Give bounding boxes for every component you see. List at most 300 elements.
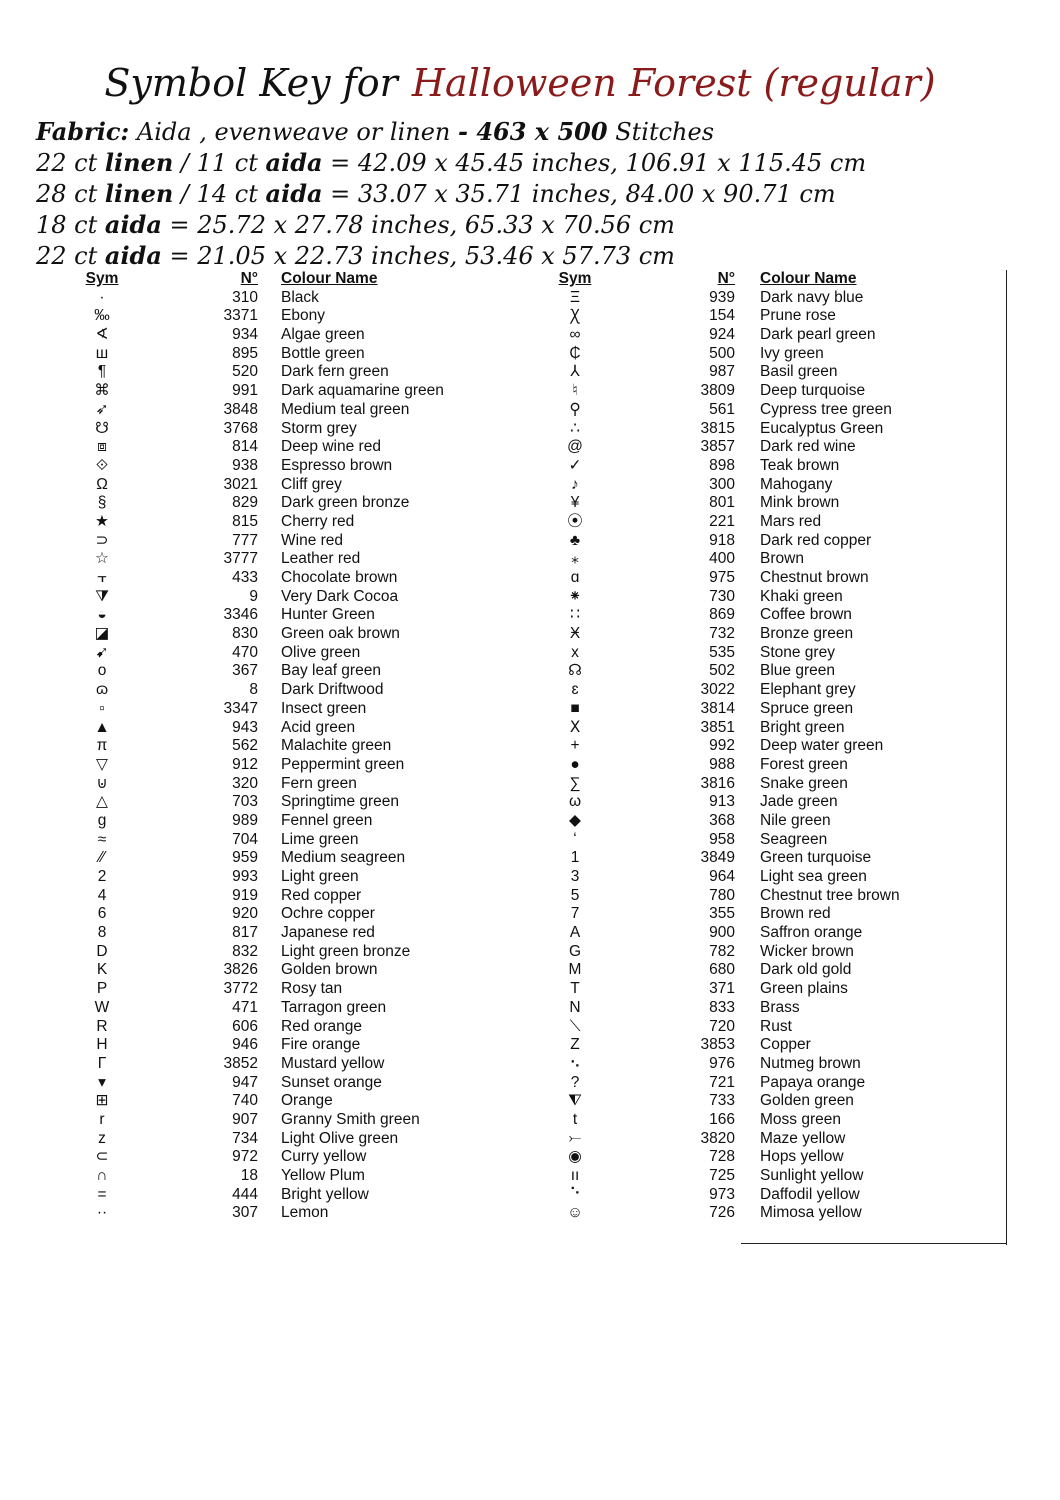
symbol-cell: ◆ [569, 811, 581, 829]
table-row [533, 999, 1008, 1018]
number-cell: 368 [709, 811, 735, 829]
table-row [533, 681, 1008, 700]
number-cell: 830 [232, 625, 258, 643]
colour-name-cell: Deep wine red [281, 438, 381, 456]
table-row [533, 1092, 1008, 1111]
colour-name-cell: Cherry red [281, 512, 355, 530]
colour-name-cell: Papaya orange [760, 1073, 866, 1091]
stitch-count: 463 x 500 [476, 117, 608, 146]
colour-name-cell: Ivy green [760, 344, 824, 362]
number-cell: 946 [232, 1036, 258, 1054]
table-border-right [1006, 270, 1007, 1245]
table-row [60, 961, 500, 980]
number-cell: 3371 [223, 307, 258, 325]
symbol-cell: g [97, 811, 107, 829]
symbol-cell: ⠢ [569, 1054, 581, 1072]
number-cell: 728 [709, 1148, 735, 1166]
stitch-suffix: Stitches [607, 118, 715, 146]
symbol-cell: T [570, 980, 580, 998]
number-cell: 166 [709, 1110, 735, 1128]
colour-name-cell: Light Olive green [281, 1129, 399, 1147]
number-cell: 3849 [700, 849, 735, 867]
symbol-cell: ɛ [571, 681, 579, 699]
number-cell: 310 [232, 288, 258, 306]
symbol-cell: t [572, 1110, 578, 1128]
symbol-cell: ɑ [570, 569, 580, 586]
table-row [533, 1055, 1008, 1074]
number-cell: 3777 [223, 550, 258, 568]
symbol-cell: ⧨ [568, 1092, 582, 1110]
number-cell: 829 [232, 494, 258, 512]
colour-name-cell: Cliff grey [281, 475, 342, 493]
colour-name-cell: Golden green [760, 1092, 854, 1110]
symbol-cell: ⤚ [568, 1129, 582, 1147]
number-cell: 959 [232, 849, 258, 867]
table-row [533, 1018, 1008, 1037]
number-cell: 913 [709, 793, 735, 811]
table-row [60, 719, 500, 738]
colour-name-cell: Bay leaf green [281, 662, 381, 680]
symbol-cell: = [97, 1185, 107, 1203]
number-cell: 3815 [700, 419, 735, 437]
table-row [60, 681, 500, 700]
table-row [60, 924, 500, 943]
colour-name-cell: Chestnut brown [760, 569, 869, 586]
number-cell: 703 [232, 793, 258, 811]
symbol-cell: ⊞ [95, 1092, 109, 1110]
number-cell: 987 [709, 363, 735, 381]
table-row [60, 289, 500, 308]
colour-name-cell: Red copper [281, 886, 362, 904]
number-cell: 907 [232, 1110, 258, 1128]
symbol-cell: N [569, 998, 581, 1016]
symbol-cell: ∢ [95, 326, 109, 344]
table-row [60, 1186, 500, 1205]
table-row [533, 943, 1008, 962]
table-row [60, 943, 500, 962]
colour-name-cell: Lemon [281, 1204, 329, 1222]
table-row [533, 662, 1008, 681]
colour-name-cell: Light green bronze [281, 942, 411, 960]
table-row [60, 868, 500, 887]
number-cell: 989 [232, 811, 258, 829]
symbol-cell: ◉ [568, 1148, 582, 1166]
symbol-cell: z [98, 1129, 106, 1147]
number-cell: 371 [709, 980, 735, 998]
symbol-cell: ∩ [96, 1167, 108, 1184]
table-row [60, 588, 500, 607]
number-cell: 300 [709, 475, 735, 493]
colour-name-cell: Lime green [281, 830, 359, 848]
colour-name-cell: Brown red [760, 905, 831, 923]
fabric-line [36, 117, 1036, 147]
symbol-cell: H [96, 1036, 108, 1054]
colour-name-cell: Dark red wine [760, 438, 856, 456]
number-cell: 918 [709, 531, 735, 549]
size-fabric-alt: aida [265, 179, 323, 208]
number-cell: 3772 [223, 980, 258, 998]
colour-name-cell: Nutmeg brown [760, 1054, 861, 1072]
number-cell: 801 [709, 494, 735, 512]
colour-name-cell: Mimosa yellow [760, 1204, 862, 1222]
colour-name-cell: Curry yellow [281, 1148, 367, 1166]
colour-name-cell: Green turquoise [760, 849, 872, 867]
number-cell: 898 [709, 456, 735, 474]
table-row [533, 980, 1008, 999]
symbol-cell: Ⅹ [569, 718, 581, 736]
table-row [60, 1111, 500, 1130]
colour-name-cell: Malachite green [281, 737, 392, 755]
colour-name-cell: Dark old gold [760, 961, 852, 979]
number-cell: 895 [232, 344, 258, 362]
symbol-cell: G [568, 942, 582, 960]
number-cell: 958 [709, 830, 735, 848]
colour-name-cell: Snake green [760, 774, 848, 792]
symbol-cell: ♮ [572, 382, 578, 400]
colour-name-cell: Dark pearl green [760, 326, 876, 344]
number-cell: 947 [232, 1073, 258, 1091]
colour-name-cell: Chocolate brown [281, 569, 398, 586]
table-row [60, 345, 500, 364]
size-count: 28 ct [36, 180, 105, 208]
colour-name-cell: Elephant grey [760, 681, 856, 699]
table-row [533, 550, 1008, 569]
table-row [533, 905, 1008, 924]
table-body [533, 289, 1008, 1223]
size-fabric: linen [104, 148, 174, 177]
colour-name-cell: Forest green [760, 755, 848, 773]
number-cell: 355 [709, 905, 735, 923]
symbol-cell: ⊂ [95, 1148, 109, 1166]
colour-name-cell: Deep turquoise [760, 382, 866, 400]
number-cell: 912 [232, 755, 258, 773]
symbol-cell: ☋ [95, 419, 109, 437]
number-cell: 561 [709, 400, 735, 418]
colour-name-cell: Cypress tree green [760, 400, 892, 418]
colour-name-cell: Maze yellow [760, 1129, 846, 1147]
symbol-cell: 8 [97, 924, 107, 942]
colour-name-cell: Japanese red [281, 924, 375, 942]
table-row [533, 961, 1008, 980]
table-row [60, 494, 500, 513]
size-dimensions: = 42.09 x 45.45 inches, 106.91 x 115.45 cm [322, 149, 867, 177]
number-cell: 993 [232, 868, 258, 885]
colour-name-cell: Espresso brown [281, 456, 393, 474]
size-count-alt: / 11 ct [173, 149, 266, 177]
colour-name-cell: Seagreen [760, 830, 828, 848]
number-cell: 18 [240, 1167, 258, 1184]
symbol-cell: ⠑ [569, 1185, 581, 1203]
table-row [60, 625, 500, 644]
symbol-cell: Z [570, 1036, 580, 1054]
table-row [60, 457, 500, 476]
size-fabric-alt: aida [265, 148, 323, 177]
header-colour-name: Colour Name [281, 270, 378, 287]
table-row [533, 307, 1008, 326]
table-row [60, 887, 500, 906]
colour-name-cell: Fern green [281, 774, 357, 792]
number-cell: 975 [709, 569, 735, 586]
symbol-cell: ◒ [97, 606, 107, 624]
symbol-cell: ⧈ [97, 438, 107, 456]
symbol-cell: ⊃ [95, 531, 109, 549]
symbol-cell: ⦿ [567, 512, 583, 530]
number-cell: 919 [232, 886, 258, 904]
table-row [533, 756, 1008, 775]
symbol-cell: ʻ [573, 830, 577, 848]
symbol-cell: ⧩ [95, 587, 109, 605]
symbol-cell: ⌘ [94, 382, 110, 400]
size-line-22-linen [36, 148, 1036, 178]
page-title [0, 58, 1040, 108]
symbol-cell: ▽ [96, 755, 108, 773]
number-cell: 725 [709, 1167, 735, 1184]
table-row [533, 494, 1008, 513]
table-row [533, 924, 1008, 943]
colour-name-cell: Leather red [281, 550, 361, 568]
symbol-cell: ⊍ [96, 774, 108, 792]
size-count-alt: / 14 ct [173, 180, 266, 208]
colour-name-cell: Dark navy blue [760, 288, 864, 306]
table-row [60, 326, 500, 345]
colour-name-cell: Mahogany [760, 475, 833, 493]
number-cell: 777 [232, 531, 258, 549]
number-cell: 606 [232, 1017, 258, 1035]
table-row [533, 775, 1008, 794]
colour-name-cell: Rosy tan [281, 980, 343, 998]
symbol-cell: ∞ [569, 326, 581, 344]
table-row [533, 363, 1008, 382]
number-cell: 934 [232, 326, 258, 344]
symbol-cell: ▾ [98, 1073, 106, 1091]
number-cell: 3816 [700, 774, 735, 792]
colour-name-cell: Golden brown [281, 961, 378, 979]
table-row [533, 606, 1008, 625]
table-row [533, 326, 1008, 345]
symbol-cell: ‰ [94, 307, 110, 325]
number-cell: 730 [709, 587, 735, 605]
table-row [60, 382, 500, 401]
symbol-cell: ⟐ [95, 456, 109, 474]
colour-name-cell: Bronze green [760, 625, 854, 643]
symbol-cell: ☺ [567, 1204, 583, 1222]
symbol-cell: ➶ [95, 400, 109, 418]
number-cell: 154 [709, 307, 735, 325]
colour-name-cell: Brown [760, 550, 804, 568]
symbol-cell: ⁕ [568, 587, 582, 605]
colour-name-cell: Bright green [760, 718, 845, 736]
colour-name-cell: Fennel green [281, 811, 373, 829]
number-cell: 992 [709, 737, 735, 755]
size-fabric: aida [104, 241, 162, 270]
symbol-cell: Ξ [569, 288, 581, 306]
symbol-cell: 2 [97, 868, 107, 885]
colour-name-cell: Green plains [760, 980, 848, 998]
pattern-name: Halloween Forest (regular) [411, 61, 936, 105]
size-fabric: aida [104, 210, 162, 239]
number-cell: 367 [232, 662, 258, 680]
symbol-cell: Γ [97, 1054, 107, 1072]
colour-name-cell: Storm grey [281, 419, 357, 437]
number-cell: 320 [232, 774, 258, 792]
symbol-cell: △ [96, 793, 108, 811]
table-row [60, 793, 500, 812]
colour-name-cell: Moss green [760, 1110, 841, 1128]
colour-name-cell: Stone grey [760, 643, 835, 661]
table-row [60, 905, 500, 924]
size-dimensions: = 25.72 x 27.78 inches, 65.33 x 70.56 cm [161, 211, 675, 239]
colour-name-cell: Medium teal green [281, 400, 410, 418]
number-cell: 814 [232, 438, 258, 456]
number-cell: 221 [709, 512, 735, 530]
size-fabric: linen [104, 179, 174, 208]
table-row [60, 644, 500, 663]
table-row [60, 737, 500, 756]
number-cell: 562 [232, 737, 258, 755]
table-row [60, 1204, 500, 1223]
number-cell: 939 [709, 288, 735, 306]
colour-name-cell: Tarragon green [281, 998, 387, 1016]
symbol-table-right [533, 270, 1008, 1223]
table-row [533, 868, 1008, 887]
colour-name-cell: Red orange [281, 1017, 363, 1035]
fabric-types: Aida , evenweave or linen [129, 118, 459, 146]
number-cell: 964 [709, 868, 735, 885]
symbol-cell: 5 [570, 886, 580, 904]
size-count: 22 ct [36, 149, 105, 177]
number-cell: 3347 [223, 699, 258, 717]
symbol-cell: ∑ [569, 774, 581, 792]
symbol-cell: ★ [95, 512, 109, 530]
symbol-cell: K [96, 961, 108, 979]
table-row [533, 625, 1008, 644]
symbol-cell: ▫ [99, 699, 105, 717]
number-cell: 400 [709, 550, 735, 568]
symbol-cell: ω [568, 793, 582, 811]
number-cell: 3809 [700, 382, 735, 400]
colour-name-cell: Eucalyptus Green [760, 419, 884, 437]
number-cell: 470 [232, 643, 258, 661]
number-cell: 3820 [700, 1129, 735, 1147]
colour-name-cell: Mustard yellow [281, 1054, 385, 1072]
header-sym: Sym [85, 270, 119, 287]
title-prefix: Symbol Key for [104, 61, 398, 105]
table-row [60, 550, 500, 569]
table-row [533, 849, 1008, 868]
table-row [533, 1074, 1008, 1093]
number-cell: 740 [232, 1092, 258, 1110]
table-row [533, 887, 1008, 906]
table-row [533, 438, 1008, 457]
colour-name-cell: Insect green [281, 699, 367, 717]
colour-name-cell: Black [281, 288, 319, 306]
symbol-cell: π [96, 737, 108, 755]
table-row [533, 382, 1008, 401]
symbol-cell: Ӿ [569, 625, 581, 643]
table-row [533, 345, 1008, 364]
symbol-cell: 3 [570, 868, 580, 885]
colour-name-cell: Bottle green [281, 344, 365, 362]
table-row [60, 1055, 500, 1074]
table-row [60, 662, 500, 681]
number-cell: 444 [232, 1185, 258, 1203]
symbol-cell: ш [95, 344, 109, 362]
table-row [60, 1018, 500, 1037]
number-cell: 3346 [223, 606, 258, 624]
header-sym: Sym [558, 270, 592, 287]
symbol-cell: ⚲ [569, 400, 581, 418]
number-cell: 3853 [700, 1036, 735, 1054]
number-cell: 3814 [700, 699, 735, 717]
number-cell: 3851 [700, 718, 735, 736]
table-row [60, 812, 500, 831]
symbol-cell: ☆ [95, 550, 109, 568]
colour-name-cell: Ochre copper [281, 905, 375, 923]
table-row [60, 532, 500, 551]
symbol-cell: ¶ [97, 363, 107, 381]
number-cell: 535 [709, 643, 735, 661]
table-row [60, 569, 500, 588]
header-number: N° [717, 270, 735, 287]
symbol-cell: ♣ [569, 531, 581, 549]
table-row [60, 1148, 500, 1167]
colour-name-cell: Dark green bronze [281, 494, 410, 512]
symbol-cell: W [94, 998, 110, 1016]
colour-name-cell: Dark Driftwood [281, 681, 384, 699]
table-row [60, 849, 500, 868]
symbol-cell: ⁄⁄ [99, 849, 105, 867]
colour-name-cell: Mink brown [760, 494, 840, 512]
colour-name-cell: Spruce green [760, 699, 854, 717]
number-cell: 988 [709, 755, 735, 773]
colour-name-cell: Dark aquamarine green [281, 382, 444, 400]
table-row [533, 1036, 1008, 1055]
table-row [533, 476, 1008, 495]
symbol-cell: R [96, 1017, 108, 1035]
colour-name-cell: Yellow Plum [281, 1167, 365, 1184]
table-row [533, 289, 1008, 308]
colour-name-cell: Olive green [281, 643, 361, 661]
table-body [60, 289, 500, 1223]
number-cell: 720 [709, 1017, 735, 1035]
symbol-cell: ➹ [95, 643, 109, 661]
symbol-cell: ıı [570, 1167, 580, 1184]
number-cell: 920 [232, 905, 258, 923]
number-cell: 991 [232, 382, 258, 400]
colour-name-cell: Hunter Green [281, 606, 375, 624]
number-cell: 815 [232, 512, 258, 530]
number-cell: 734 [232, 1129, 258, 1147]
colour-name-cell: Fire orange [281, 1036, 361, 1054]
symbol-cell: ₵ [569, 344, 581, 362]
colour-name-cell: Green oak brown [281, 625, 400, 643]
table-row [533, 1111, 1008, 1130]
number-cell: 780 [709, 886, 735, 904]
number-cell: 433 [232, 569, 258, 586]
fabric-label: Fabric: [36, 117, 130, 146]
table-row [60, 980, 500, 999]
colour-name-cell: Deep water green [760, 737, 884, 755]
symbol-cell: D [96, 942, 108, 960]
number-cell: 817 [232, 924, 258, 942]
colour-name-cell: Daffodil yellow [760, 1185, 860, 1203]
number-cell: 8 [249, 681, 258, 699]
number-cell: 307 [232, 1204, 258, 1222]
colour-name-cell: Light sea green [760, 868, 867, 885]
colour-name-cell: Dark red copper [760, 531, 872, 549]
symbol-cell: ⅄ [570, 363, 580, 381]
size-count: 22 ct [36, 242, 105, 270]
